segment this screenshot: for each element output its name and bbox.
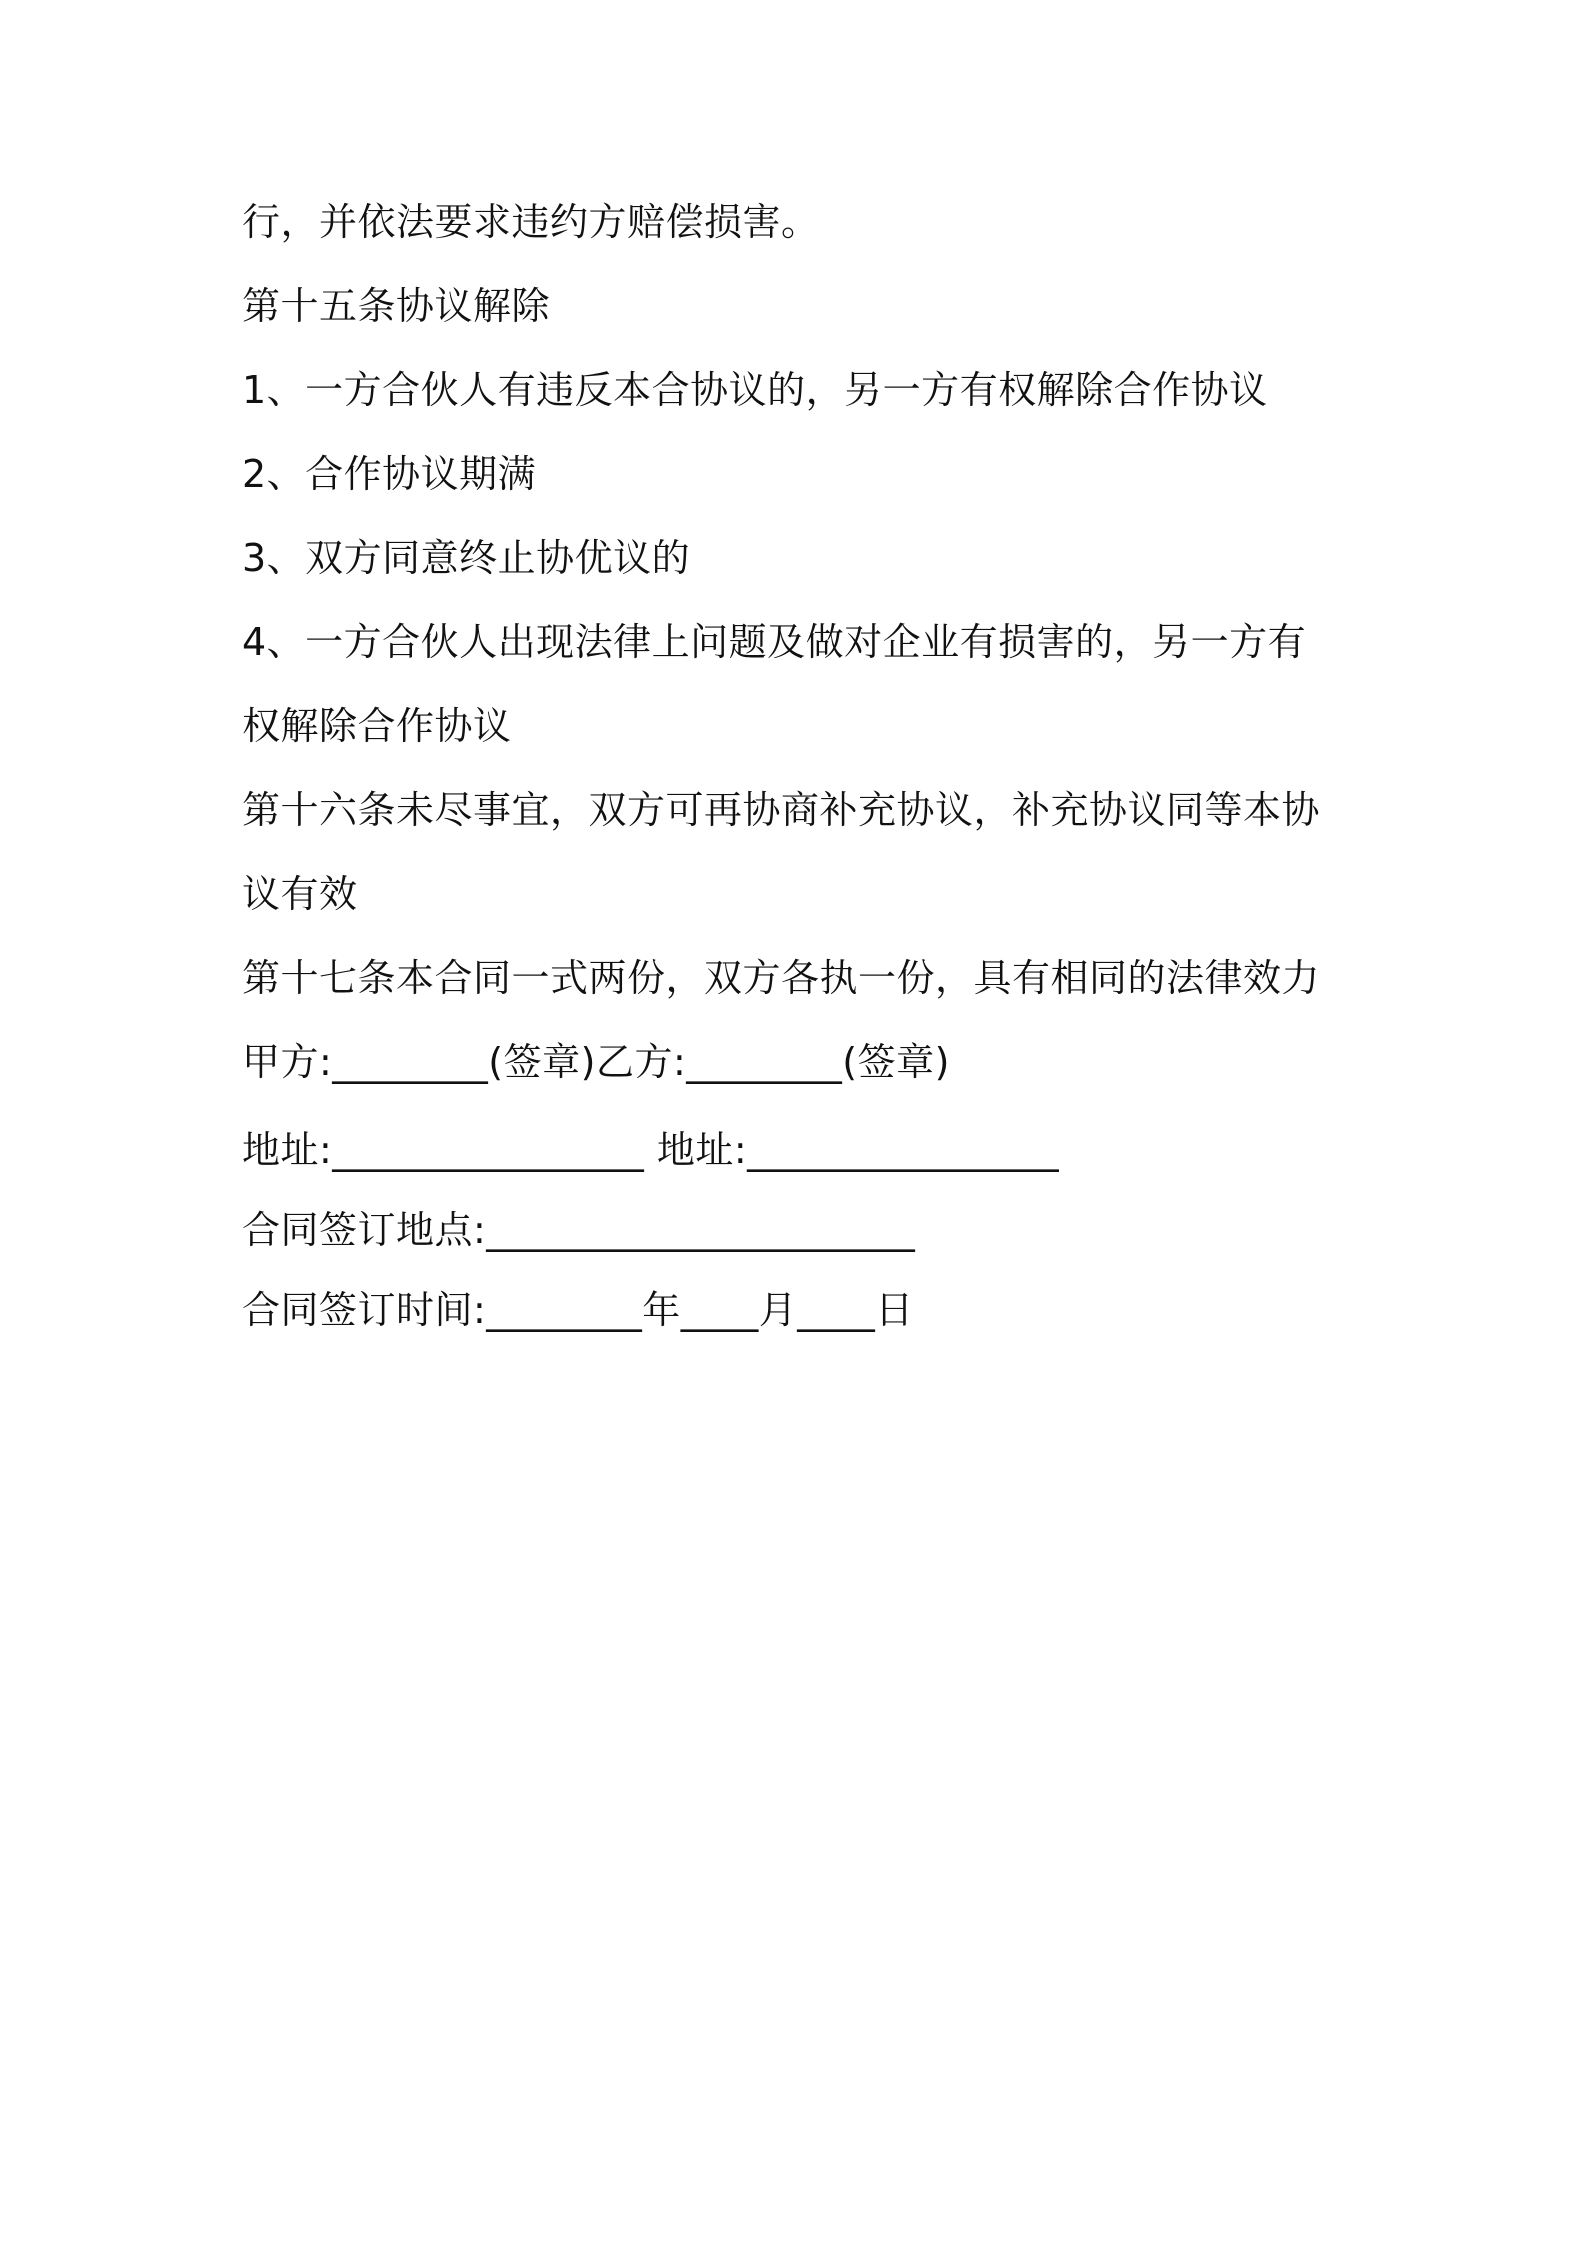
section-17: 第十七条本合同一式两份，双方各执一份，具有相同的法律效力 <box>242 956 1321 1000</box>
address-line: 地址:________________ 地址:________________ <box>242 1128 1060 1172</box>
section-16: 第十六条未尽事宜，双方可再协商补充协议，补充协议同等本协 <box>242 788 1321 832</box>
clause-item-1: 1、一方合伙人有违反本合协议的，另一方有权解除合作协议 <box>242 368 1268 412</box>
signing-place-line: 合同签订地点:______________________ <box>242 1208 916 1252</box>
clause-item-4-continued: 权解除合作协议 <box>242 704 512 748</box>
text-line: 行，并依法要求违约方赔偿损害。 <box>242 200 820 244</box>
party-signature-line: 甲方:________(签章)乙方:________(签章) <box>242 1040 950 1084</box>
signing-time-line: 合同签订时间:________年____月____日 <box>242 1288 914 1332</box>
clause-item-3: 3、双方同意终止协优议的 <box>242 536 691 580</box>
section-heading-15: 第十五条协议解除 <box>242 284 551 328</box>
clause-item-4: 4、一方合伙人出现法律上问题及做对企业有损害的，另一方有 <box>242 620 1307 664</box>
document-body <box>242 196 1362 1368</box>
section-16-continued: 议有效 <box>242 872 358 916</box>
clause-item-2: 2、合作协议期满 <box>242 452 537 496</box>
